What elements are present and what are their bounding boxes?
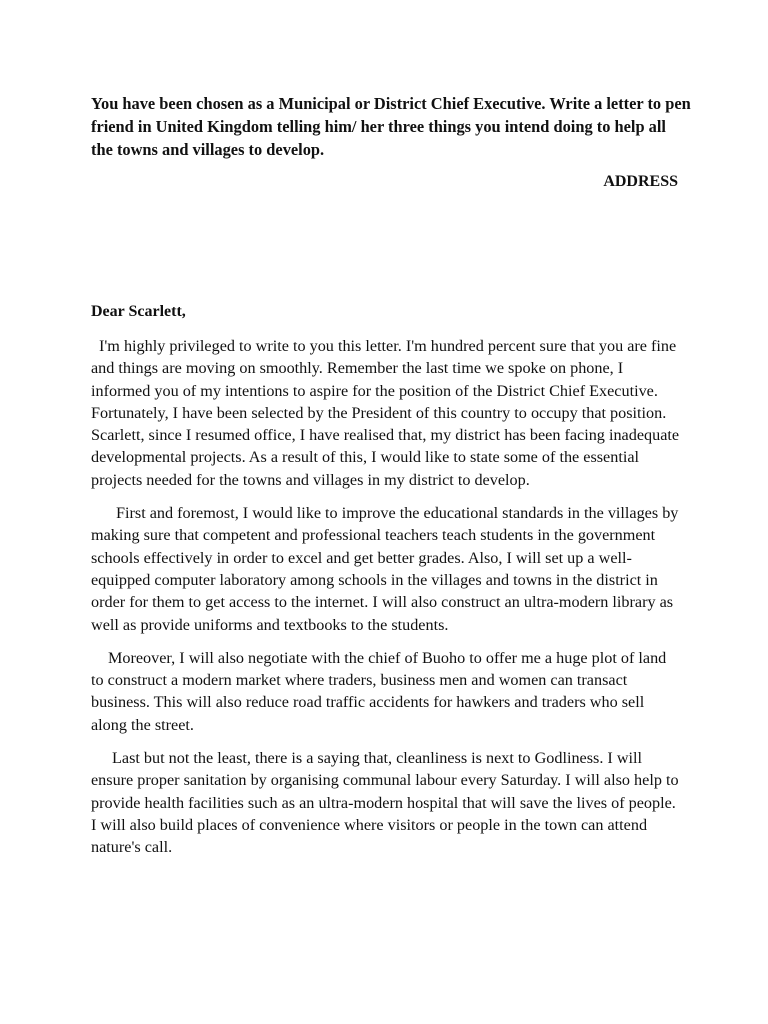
letter-paragraph [91, 747, 681, 858]
letter-paragraph [91, 335, 681, 491]
address-label: ADDRESS [603, 173, 678, 190]
paragraph-text: Last but not the least, there is a saying that, cleanliness is next to Godliness. I will ensure proper sanitation by organising communal labour every Saturday. I will also help to provide health facilities such as an ultra-modern hospital that will save the lives of people. I will also build places of convenience where visitors or people in the town can attend nature's call. [91, 749, 679, 857]
paragraph-text: Moreover, I will also negotiate with the chief of Buoho to offer me a huge plot of land to construct a modern market where traders, business men and women can transact business. This will also reduce road traffic accidents for hawkers and traders who sell along the street. [91, 648, 667, 734]
question-prompt: You have been chosen as a Municipal or District Chief Executive. Write a letter to pen friend in United Kingdom telling him/ her three things you intend doing to help all the towns and villages to develop. [91, 94, 691, 159]
letter-paragraph [91, 502, 681, 636]
salutation: Dear Scarlett, [91, 303, 186, 320]
paragraph-text: First and foremost, I would like to improve the educational standards in the villages by making sure that competent and professional teachers teach students in the government schools effectively in order to excel and get better grades. Also, I will set up a well- equipped computer laboratory among schools in the villages and towns in the district in order for them to get access to the internet. I will also construct an ultra-modern library as well as provide uniforms and textbooks to the students. [91, 504, 679, 634]
paragraph-text: I'm highly privileged to write to you this letter. I'm hundred percent sure that you are fine and things are moving on smoothly. Remember the last time we spoke on phone, I informed you of my intentions to aspire for the position of the District Chief Executive. Fortunately, I have been selected by the President of this country to occupy that position. Scarlett, since I resumed office, I have realised that, my district has been facing inadequate developmental projects. As a result of this, I would like to state some of the essential projects needed for the towns and villages in my district to develop. [91, 337, 680, 489]
letter-paragraph [91, 647, 681, 736]
letter-body [91, 335, 681, 870]
